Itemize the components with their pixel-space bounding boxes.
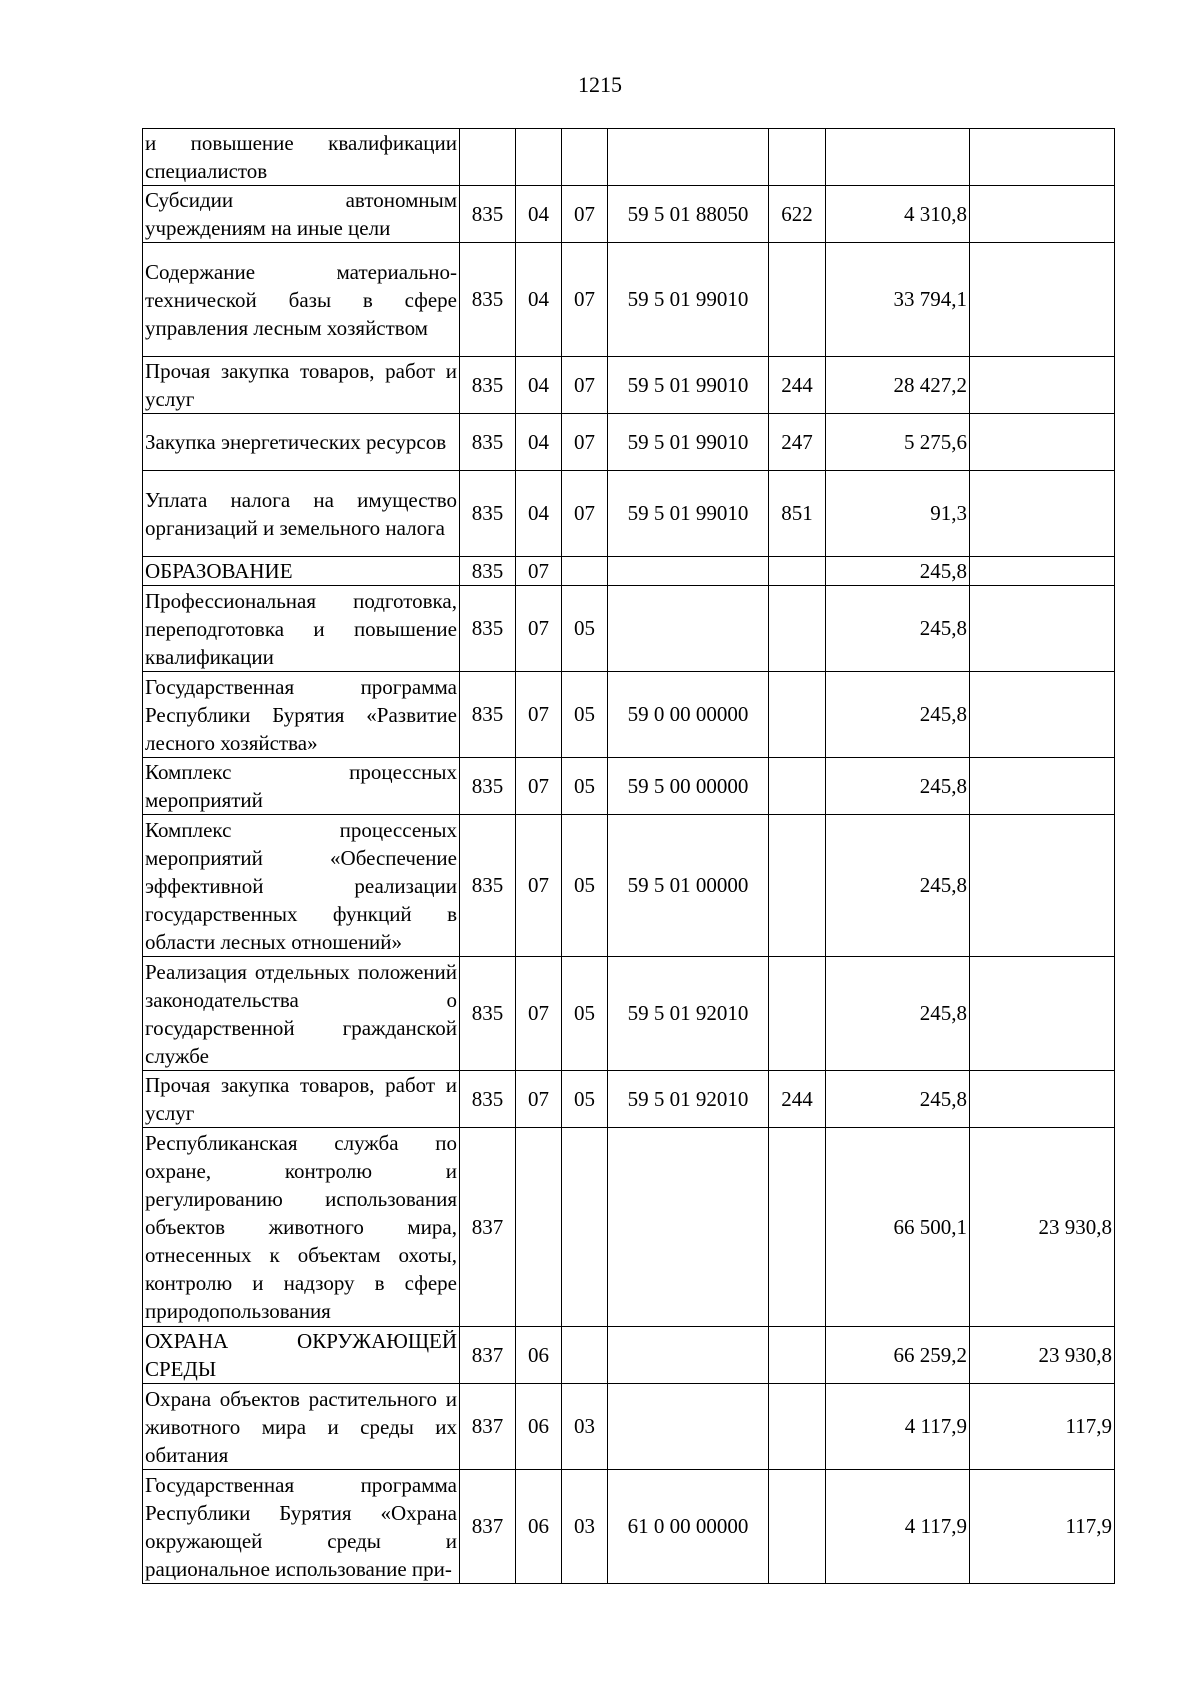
cell-csr (608, 586, 769, 672)
cell-pr: 03 (562, 1470, 608, 1584)
cell-sum-2 (970, 129, 1115, 186)
cell-name: и повышение квалификации специалистов (143, 129, 460, 186)
cell-name: Комплекс процессных мероприятий (143, 758, 460, 815)
cell-csr: 59 5 00 00000 (608, 758, 769, 815)
cell-vr (769, 1327, 826, 1384)
cell-rz (516, 1128, 562, 1327)
cell-grbs: 835 (460, 1071, 516, 1128)
table-row (143, 1128, 1115, 1327)
cell-sum-1: 4 310,8 (826, 186, 970, 243)
cell-rz: 07 (516, 957, 562, 1071)
cell-pr: 07 (562, 471, 608, 557)
cell-vr: 244 (769, 1071, 826, 1128)
cell-rz: 04 (516, 414, 562, 471)
cell-pr (562, 1128, 608, 1327)
cell-sum-2 (970, 672, 1115, 758)
cell-rz: 04 (516, 186, 562, 243)
cell-name: Республиканская служба по охране, контролю и регулированию использования объектов животного мира, отнесенных к объектам охоты, контролю и надзору в сфере природопользования (143, 1128, 460, 1327)
table-row (143, 129, 1115, 186)
cell-name: ОБРАЗОВАНИЕ (143, 557, 460, 586)
cell-pr: 07 (562, 414, 608, 471)
cell-sum-1: 4 117,9 (826, 1470, 970, 1584)
cell-csr: 59 5 01 99010 (608, 243, 769, 357)
cell-name: Субсидии автономным учреждениям на иные цели (143, 186, 460, 243)
cell-vr (769, 758, 826, 815)
table-row (143, 586, 1115, 672)
cell-sum-2 (970, 815, 1115, 957)
cell-sum-2 (970, 414, 1115, 471)
cell-grbs: 835 (460, 471, 516, 557)
cell-name: Комплекс процессеных мероприятий «Обеспечение эффективной реализации государственных функций в области лесных отношений» (143, 815, 460, 957)
cell-sum-1: 245,8 (826, 557, 970, 586)
cell-pr: 03 (562, 1384, 608, 1470)
cell-pr: 05 (562, 957, 608, 1071)
cell-csr (608, 129, 769, 186)
cell-name: Реализация отдельных положений законодательства о государственной гражданской службе (143, 957, 460, 1071)
cell-sum-2 (970, 557, 1115, 586)
cell-rz: 07 (516, 758, 562, 815)
budget-table-body (143, 129, 1115, 1584)
table-row (143, 957, 1115, 1071)
cell-sum-2 (970, 186, 1115, 243)
cell-vr (769, 243, 826, 357)
cell-pr: 05 (562, 586, 608, 672)
table-row (143, 672, 1115, 758)
cell-name: Содержание материально-технической базы в сфере управления лесным хозяйством (143, 243, 460, 357)
cell-pr: 05 (562, 1071, 608, 1128)
page-number: 1215 (578, 72, 622, 97)
cell-name: Охрана объектов растительного и животного мира и среды их обитания (143, 1384, 460, 1470)
cell-csr: 59 5 01 99010 (608, 471, 769, 557)
cell-vr (769, 1128, 826, 1327)
cell-csr: 59 5 01 99010 (608, 357, 769, 414)
cell-sum-1: 245,8 (826, 815, 970, 957)
cell-sum-1: 91,3 (826, 471, 970, 557)
cell-name: Закупка энергетических ресурсов (143, 414, 460, 471)
cell-pr (562, 1327, 608, 1384)
cell-grbs (460, 129, 516, 186)
budget-table (142, 128, 1115, 1584)
cell-vr (769, 672, 826, 758)
cell-grbs: 835 (460, 815, 516, 957)
cell-sum-2 (970, 471, 1115, 557)
table-row (143, 557, 1115, 586)
cell-pr: 05 (562, 758, 608, 815)
cell-csr (608, 1384, 769, 1470)
cell-grbs: 835 (460, 586, 516, 672)
cell-grbs: 835 (460, 357, 516, 414)
cell-csr: 61 0 00 00000 (608, 1470, 769, 1584)
cell-grbs: 837 (460, 1384, 516, 1470)
cell-sum-2: 117,9 (970, 1470, 1115, 1584)
cell-sum-2 (970, 957, 1115, 1071)
cell-csr: 59 5 01 99010 (608, 414, 769, 471)
cell-pr: 07 (562, 186, 608, 243)
cell-sum-1: 5 275,6 (826, 414, 970, 471)
cell-vr: 247 (769, 414, 826, 471)
cell-sum-2 (970, 758, 1115, 815)
cell-sum-2 (970, 586, 1115, 672)
cell-grbs: 835 (460, 672, 516, 758)
cell-vr: 851 (769, 471, 826, 557)
cell-csr: 59 5 01 00000 (608, 815, 769, 957)
cell-pr: 07 (562, 243, 608, 357)
cell-name: Прочая закупка товаров, работ и услуг (143, 357, 460, 414)
cell-rz: 07 (516, 586, 562, 672)
cell-vr (769, 586, 826, 672)
cell-csr: 59 5 01 88050 (608, 186, 769, 243)
cell-csr (608, 557, 769, 586)
cell-sum-1: 245,8 (826, 586, 970, 672)
cell-grbs: 835 (460, 414, 516, 471)
cell-csr: 59 5 01 92010 (608, 1071, 769, 1128)
cell-sum-1 (826, 129, 970, 186)
cell-grbs: 835 (460, 243, 516, 357)
table-row (143, 414, 1115, 471)
cell-grbs: 835 (460, 557, 516, 586)
cell-name: Государственная программа Республики Бурятия «Охрана окружающей среды и рациональное использование при- (143, 1470, 460, 1584)
cell-sum-2 (970, 357, 1115, 414)
cell-sum-1: 66 259,2 (826, 1327, 970, 1384)
cell-rz: 04 (516, 471, 562, 557)
table-row (143, 186, 1115, 243)
cell-name: Профессиональная подготовка, переподготовка и повышение квалификации (143, 586, 460, 672)
cell-name: Прочая закупка товаров, работ и услуг (143, 1071, 460, 1128)
cell-grbs: 837 (460, 1470, 516, 1584)
cell-sum-1: 245,8 (826, 957, 970, 1071)
cell-rz: 07 (516, 557, 562, 586)
cell-sum-1: 33 794,1 (826, 243, 970, 357)
cell-rz: 04 (516, 357, 562, 414)
cell-name: ОХРАНА ОКРУЖАЮЩЕЙ СРЕДЫ (143, 1327, 460, 1384)
cell-rz: 07 (516, 815, 562, 957)
cell-grbs: 835 (460, 186, 516, 243)
table-row (143, 1327, 1115, 1384)
cell-rz: 07 (516, 1071, 562, 1128)
cell-grbs: 837 (460, 1327, 516, 1384)
cell-vr (769, 557, 826, 586)
table-row (143, 815, 1115, 957)
table-row (143, 758, 1115, 815)
cell-vr (769, 957, 826, 1071)
cell-sum-1: 4 117,9 (826, 1384, 970, 1470)
cell-sum-2: 23 930,8 (970, 1128, 1115, 1327)
cell-csr: 59 5 01 92010 (608, 957, 769, 1071)
cell-grbs: 837 (460, 1128, 516, 1327)
table-row (143, 1071, 1115, 1128)
cell-pr (562, 129, 608, 186)
table-row (143, 357, 1115, 414)
cell-sum-1: 245,8 (826, 758, 970, 815)
cell-grbs: 835 (460, 957, 516, 1071)
cell-vr: 244 (769, 357, 826, 414)
cell-csr (608, 1327, 769, 1384)
cell-rz: 04 (516, 243, 562, 357)
cell-rz (516, 129, 562, 186)
cell-pr: 05 (562, 815, 608, 957)
cell-vr: 622 (769, 186, 826, 243)
cell-sum-2 (970, 1071, 1115, 1128)
cell-name: Уплата налога на имущество организаций и земельного налога (143, 471, 460, 557)
cell-rz: 06 (516, 1384, 562, 1470)
table-row (143, 1470, 1115, 1584)
table-row (143, 243, 1115, 357)
cell-rz: 06 (516, 1327, 562, 1384)
table-row (143, 471, 1115, 557)
table-row (143, 1384, 1115, 1470)
cell-vr (769, 1470, 826, 1584)
cell-sum-2 (970, 243, 1115, 357)
cell-vr (769, 815, 826, 957)
cell-sum-1: 28 427,2 (826, 357, 970, 414)
cell-sum-1: 245,8 (826, 672, 970, 758)
cell-vr (769, 129, 826, 186)
cell-pr (562, 557, 608, 586)
cell-sum-2: 117,9 (970, 1384, 1115, 1470)
cell-sum-1: 245,8 (826, 1071, 970, 1128)
cell-pr: 05 (562, 672, 608, 758)
cell-rz: 06 (516, 1470, 562, 1584)
cell-pr: 07 (562, 357, 608, 414)
cell-csr (608, 1128, 769, 1327)
cell-name: Государственная программа Республики Бурятия «Развитие лесного хозяйства» (143, 672, 460, 758)
cell-sum-2: 23 930,8 (970, 1327, 1115, 1384)
cell-sum-1: 66 500,1 (826, 1128, 970, 1327)
cell-vr (769, 1384, 826, 1470)
cell-grbs: 835 (460, 758, 516, 815)
cell-csr: 59 0 00 00000 (608, 672, 769, 758)
cell-rz: 07 (516, 672, 562, 758)
